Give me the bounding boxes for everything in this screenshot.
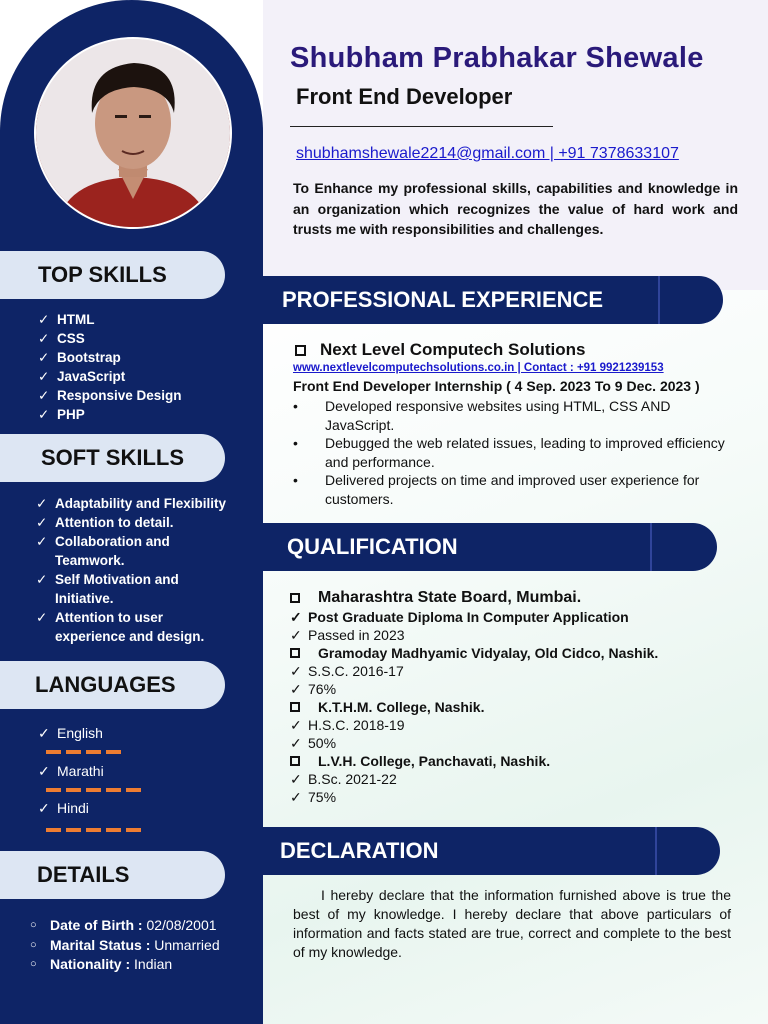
institute-course: ✓ H.S.C. 2018-19 — [290, 717, 405, 733]
languages-heading: LANGUAGES — [0, 661, 225, 709]
experience-bullet: • Developed responsive websites using HTML, CSS AND JavaScript. — [293, 398, 671, 433]
details-heading: DETAILS — [0, 851, 225, 899]
candidate-role: Front End Developer — [296, 84, 513, 109]
top-skill-item: ✓ CSS — [38, 331, 85, 346]
level-dash — [106, 788, 121, 792]
institute-course: ✓ S.S.C. 2016-17 — [290, 663, 404, 679]
language-hindi: ✓ Hindi — [38, 800, 89, 816]
experience-heading: PROFESSIONAL EXPERIENCE — [263, 276, 723, 324]
level-dash — [86, 750, 101, 754]
qualification-year: ✓ Passed in 2023 — [290, 627, 405, 643]
band-divider — [650, 523, 652, 571]
check-icon: ✓ — [290, 717, 302, 733]
level-dash — [126, 828, 141, 832]
level-dash — [86, 788, 101, 792]
qualification-heading: QUALIFICATION — [263, 523, 717, 571]
top-skill-item: ✓ Responsive Design — [38, 388, 182, 403]
qualification-list — [290, 587, 740, 806]
institute-score: ✓ 76% — [290, 681, 337, 697]
check-icon: ✓ — [290, 681, 302, 697]
soft-skill-item: ✓ Collaboration and Teamwork. — [36, 534, 170, 568]
level-dash — [46, 750, 61, 754]
experience-bullets — [293, 397, 733, 508]
check-icon: ✓ — [36, 534, 48, 549]
check-icon: ✓ — [38, 312, 50, 327]
institute-name: K.T.H.M. College, Nashik. — [290, 698, 740, 716]
band-divider — [658, 276, 660, 324]
experience-bullet: • Debugged the web related issues, leading to improved efficiency and performance. — [293, 435, 725, 470]
level-dash — [66, 788, 81, 792]
internship-title: Front End Developer Internship ( 4 Sep. 2023 To 9 Dec. 2023 ) — [293, 378, 700, 394]
top-skills-list — [38, 310, 182, 424]
declaration-text: I hereby declare that the information furnished above is true the best of my knowledge. I hereby declare that above particulars of information and facts stated are true, correct and complete to the best of my knowledge. — [293, 887, 731, 960]
soft-skill-item: ✓ Adaptability and Flexibility — [36, 496, 227, 511]
language-level-bar — [46, 828, 141, 832]
checkbox-bullet-icon — [290, 648, 300, 658]
language-marathi: ✓ Marathi — [38, 763, 104, 779]
institute-score: ✓ 50% — [290, 735, 337, 751]
check-icon: ✓ — [36, 610, 48, 625]
level-dash — [106, 828, 121, 832]
contact-link[interactable]: shubhamshewale2214@gmail.com | +91 7378633107 — [296, 145, 679, 162]
experience-bullet: • Delivered projects on time and improved user experience for customers. — [293, 472, 700, 507]
circle-bullet-icon: ○ — [30, 919, 37, 931]
check-icon: ✓ — [290, 771, 302, 787]
top-skill-item: ✓ JavaScript — [38, 369, 126, 384]
check-icon: ✓ — [38, 388, 50, 403]
language-level-bar — [46, 750, 121, 754]
check-icon: ✓ — [38, 331, 50, 346]
level-dash — [86, 828, 101, 832]
circle-bullet-icon: ○ — [30, 958, 37, 970]
declaration-heading: DECLARATION — [263, 827, 720, 875]
career-objective: To Enhance my professional skills, capabilities and knowledge in an organization which recognizes the value of hard work and trusts me with responsibilities and challenges. — [293, 180, 738, 237]
detail-dob: ○ Date of Birth : 02/08/2001 — [30, 916, 220, 936]
check-icon: ✓ — [38, 763, 50, 779]
company-website-link[interactable]: www.nextlevelcomputechsolutions.co.in | Contact : +91 9921239153 — [293, 362, 664, 374]
checkbox-bullet-icon — [290, 756, 300, 766]
institute-name: Gramoday Madhyamic Vidyalay, Old Cidco, Nashik. — [290, 644, 740, 662]
level-dash — [126, 788, 141, 792]
institute-course: ✓ B.Sc. 2021-22 — [290, 771, 397, 787]
check-icon: ✓ — [38, 350, 50, 365]
level-dash — [66, 828, 81, 832]
qualification-course: ✓ Post Graduate Diploma In Computer Application — [290, 609, 629, 625]
checkbox-bullet-icon — [295, 345, 306, 356]
top-skill-item: ✓ HTML — [38, 312, 95, 327]
header-divider — [290, 126, 553, 127]
top-skill-item: ✓ PHP — [38, 407, 85, 422]
soft-skills-heading: SOFT SKILLS — [0, 434, 225, 482]
soft-skill-item: ✓ Self Motivation and Initiative. — [36, 572, 179, 606]
top-skills-heading: TOP SKILLS — [0, 251, 225, 299]
language-level-bar — [46, 788, 141, 792]
check-icon: ✓ — [38, 800, 50, 816]
institute-score: ✓ 75% — [290, 789, 337, 805]
level-dash — [106, 750, 121, 754]
check-icon: ✓ — [36, 515, 48, 530]
check-icon: ✓ — [36, 572, 48, 587]
soft-skills-list — [36, 494, 251, 646]
detail-marital: ○ Marital Status : Unmarried — [30, 936, 220, 956]
check-icon: ✓ — [38, 407, 50, 422]
institute-name: L.V.H. College, Panchavati, Nashik. — [290, 752, 740, 770]
candidate-name: Shubham Prabhakar Shewale — [290, 42, 704, 74]
checkbox-bullet-icon — [290, 702, 300, 712]
level-dash — [46, 788, 61, 792]
details-list — [30, 916, 220, 975]
top-skill-item: ✓ Bootstrap — [38, 350, 121, 365]
check-icon: ✓ — [38, 369, 50, 384]
check-icon: ✓ — [290, 627, 302, 643]
language-english: ✓ English — [38, 725, 103, 741]
check-icon: ✓ — [38, 725, 50, 741]
qualification-board: Maharashtra State Board, Mumbai. — [290, 587, 740, 608]
sidebar — [0, 0, 263, 1024]
checkbox-bullet-icon — [290, 593, 300, 603]
check-icon: ✓ — [290, 735, 302, 751]
soft-skill-item: ✓ Attention to user experience and design. — [36, 610, 205, 644]
band-divider — [655, 827, 657, 875]
soft-skill-item: ✓ Attention to detail. — [36, 515, 174, 530]
check-icon: ✓ — [290, 663, 302, 679]
level-dash — [46, 828, 61, 832]
profile-photo — [34, 37, 232, 229]
company-name: Next Level Computech Solutions — [295, 340, 585, 360]
check-icon: ✓ — [36, 496, 48, 511]
circle-bullet-icon: ○ — [30, 938, 37, 951]
level-dash — [66, 750, 81, 754]
check-icon: ✓ — [290, 609, 302, 625]
check-icon: ✓ — [290, 789, 302, 805]
detail-nationality: ○ Nationality : Indian — [30, 955, 220, 975]
